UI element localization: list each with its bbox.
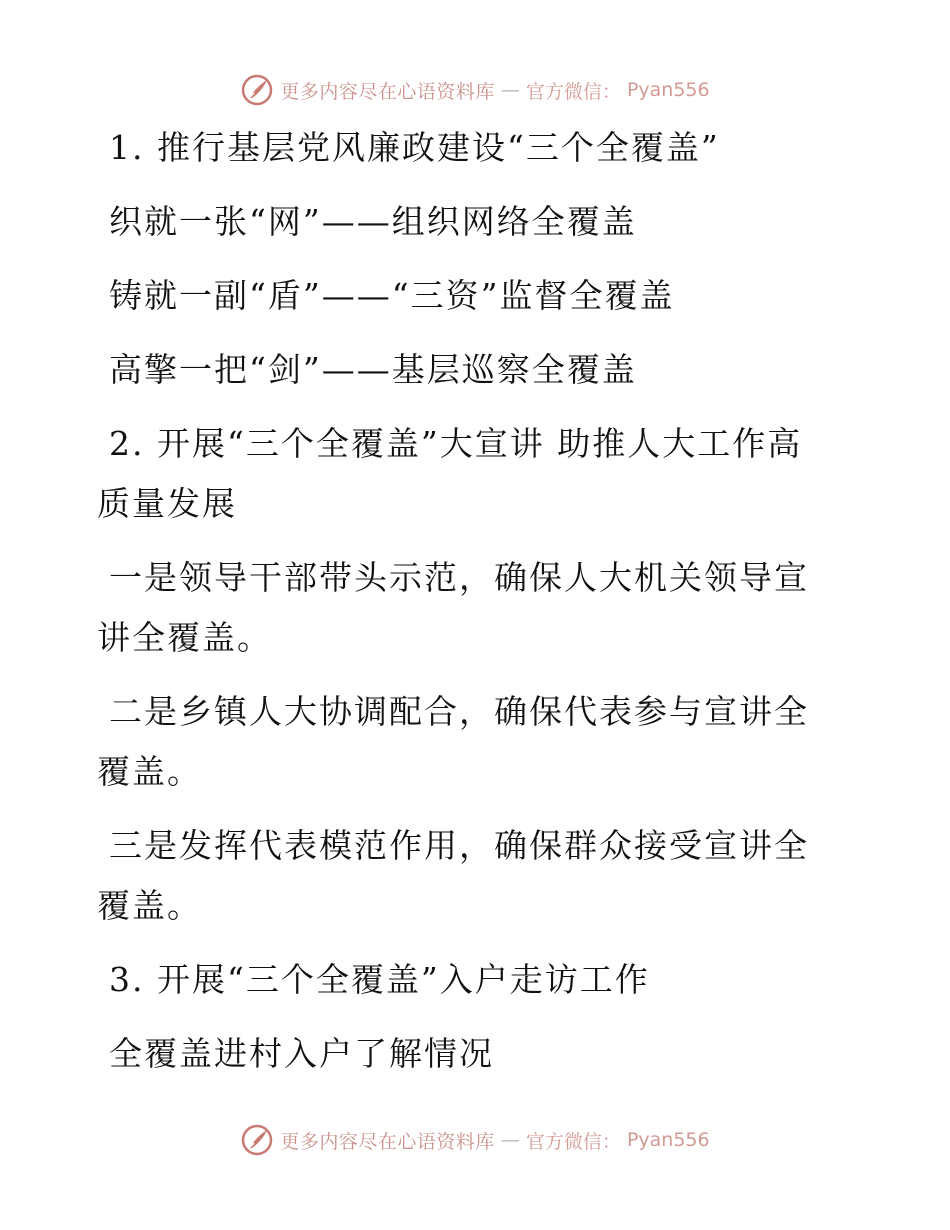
section-2-item-2-text: 二是乡镇人大协调配合，确保代表参与宣讲全覆盖。 (97, 692, 809, 791)
section-3-item-1: 全覆盖进村入户了解情况 (109, 1034, 494, 1073)
quill-pen-logo-icon (240, 73, 274, 107)
watermark-wechat-label: 官方微信： (525, 80, 621, 103)
watermark-wechat-id: Pyan556 (626, 79, 710, 101)
section-2-item-3-text: 三是发挥代表模范作用，确保群众接受宣讲全覆盖。 (97, 826, 809, 925)
footer-watermark (0, 1120, 950, 1160)
section-1-item-2: 铸就一副“盾”——“三资”监督全覆盖 (109, 276, 675, 315)
watermark-main-text: 更多内容尽在心语资料库 (280, 1130, 495, 1153)
watermark-main-text: 更多内容尽在心语资料库 (280, 80, 495, 103)
section-2-item-2 (97, 682, 837, 802)
section-1-item-1: 织就一张“网”——组织网络全覆盖 (109, 202, 637, 241)
section-2-heading (97, 414, 837, 534)
watermark-dash: — (500, 1129, 520, 1151)
header-watermark (0, 70, 950, 110)
section-2-heading-text: 2. 开展“三个全覆盖”大宣讲 助推人大工作高质量发展 (97, 424, 803, 523)
section-1-item-3: 高擎一把“剑”——基层巡察全覆盖 (109, 350, 637, 389)
section-2-item-1-text: 一是领导干部带头示范，确保人大机关领导宣讲全覆盖。 (97, 558, 809, 657)
watermark-wechat-label: 官方微信： (525, 1130, 621, 1153)
section-2-item-3 (97, 816, 837, 936)
document-body (97, 118, 837, 1084)
section-3-heading: 3. 开展“三个全覆盖”入户走访工作 (109, 960, 650, 999)
section-1-heading: 1. 推行基层党风廉政建设“三个全覆盖” (109, 128, 720, 167)
watermark-wechat-id: Pyan556 (626, 1129, 710, 1151)
quill-pen-logo-icon (240, 1123, 274, 1157)
watermark-dash: — (500, 79, 520, 101)
section-2-item-1 (97, 548, 837, 668)
